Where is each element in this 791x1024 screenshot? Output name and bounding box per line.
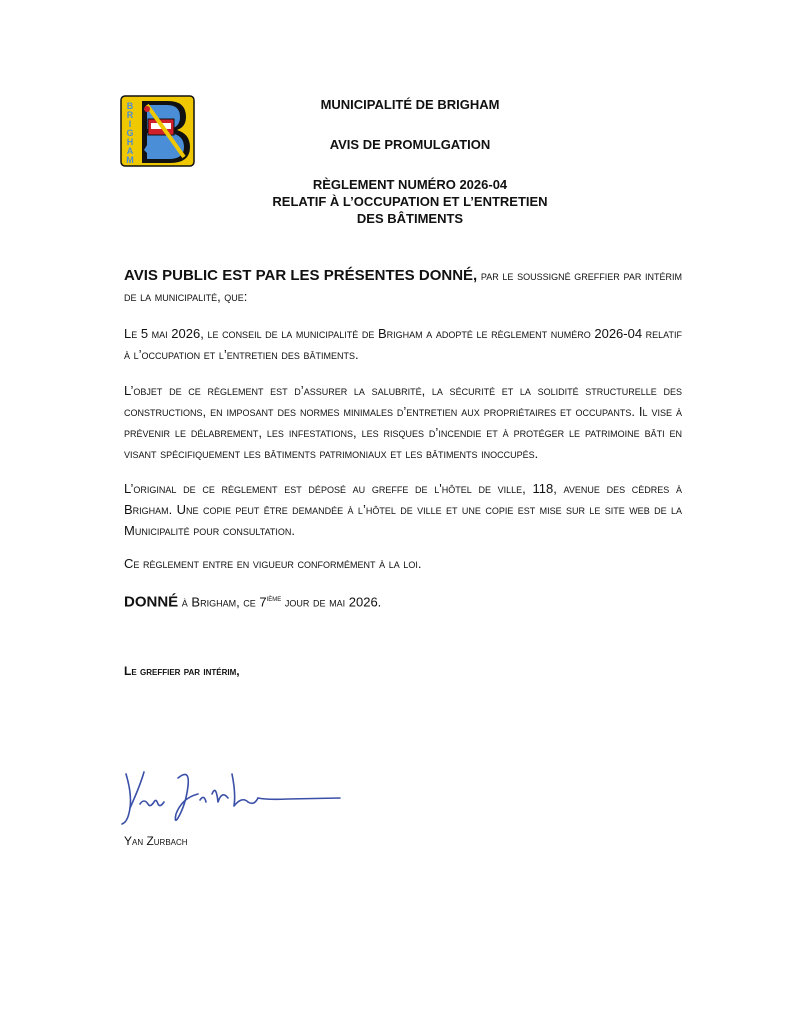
given-date-paragraph — [124, 588, 682, 612]
consultation-paragraph: L’original de ce règlement est déposé au greffe de l'hôtel de ville, 118, avenue des cèdres à Brigham. Une copie peut être demandée à l’hôtel de ville et une copie est mise sur le site web de la Municipalité pour consultation. — [124, 481, 682, 538]
svg-text:B: B — [126, 101, 134, 111]
svg-text:I: I — [128, 119, 132, 129]
given-place-date: à Brigham, ce 7 — [178, 594, 267, 610]
given-day-ordinal: ième — [266, 594, 282, 603]
notice-intro-paragraph — [124, 265, 682, 307]
given-month-year: jour de mai 2026. — [281, 594, 382, 610]
purpose-paragraph: L’objet de ce règlement est d’assurer la salubrité, la sécurité et la solidité structurelle des constructions, en imposant des normes minimales d’entretien aux propriétaires et occupants. Il vise à prévenir le délabrement, les infestations, les risques d’incendie et à protéger le patrimoine bâti en visant spécifiquement les bâtiments patrimoniaux et les bâtiments inoccupés. — [124, 383, 682, 461]
svg-text:H: H — [126, 137, 134, 147]
notice-intro-rest: par le soussigné greffier par intérim de la municipalité, que: — [124, 268, 682, 304]
given-lead: DONNÉ — [124, 593, 179, 611]
municipality-title: MUNICIPALITÉ DE BRIGHAM — [320, 97, 500, 112]
svg-text:G: G — [126, 128, 134, 138]
signer-name: Yan Zurbach — [124, 834, 188, 848]
notice-type: AVIS DE PROMULGATION — [329, 137, 491, 152]
svg-text:R: R — [126, 110, 134, 120]
adoption-paragraph: Le 5 mai 2026, le conseil de la municipalité de Brigham a adopté le règlement numéro 2026-04 relatif à l’occupation et l’entretien des bâtiments. — [124, 326, 683, 362]
svg-text:A: A — [126, 146, 134, 156]
notice-intro-lead: AVIS PUBLIC EST PAR LES PRÉSENTES DONNÉ, — [124, 267, 478, 284]
regulation-line-1: RÈGLEMENT NUMÉRO 2026-04 — [312, 177, 508, 192]
regulation-line-3: DES BÂTIMENTS — [356, 211, 464, 226]
svg-text:M: M — [126, 155, 134, 165]
signer-title: Le greffier par intérim, — [124, 664, 240, 678]
handwritten-signature — [118, 764, 348, 826]
regulation-line-2: RELATIF À L’OCCUPATION ET L’ENTRETIEN — [272, 194, 548, 209]
brigham-logo — [120, 95, 195, 167]
effect-paragraph: Ce règlement entre en vigueur conformément à la loi. — [124, 556, 422, 571]
regulation-title — [190, 176, 630, 227]
